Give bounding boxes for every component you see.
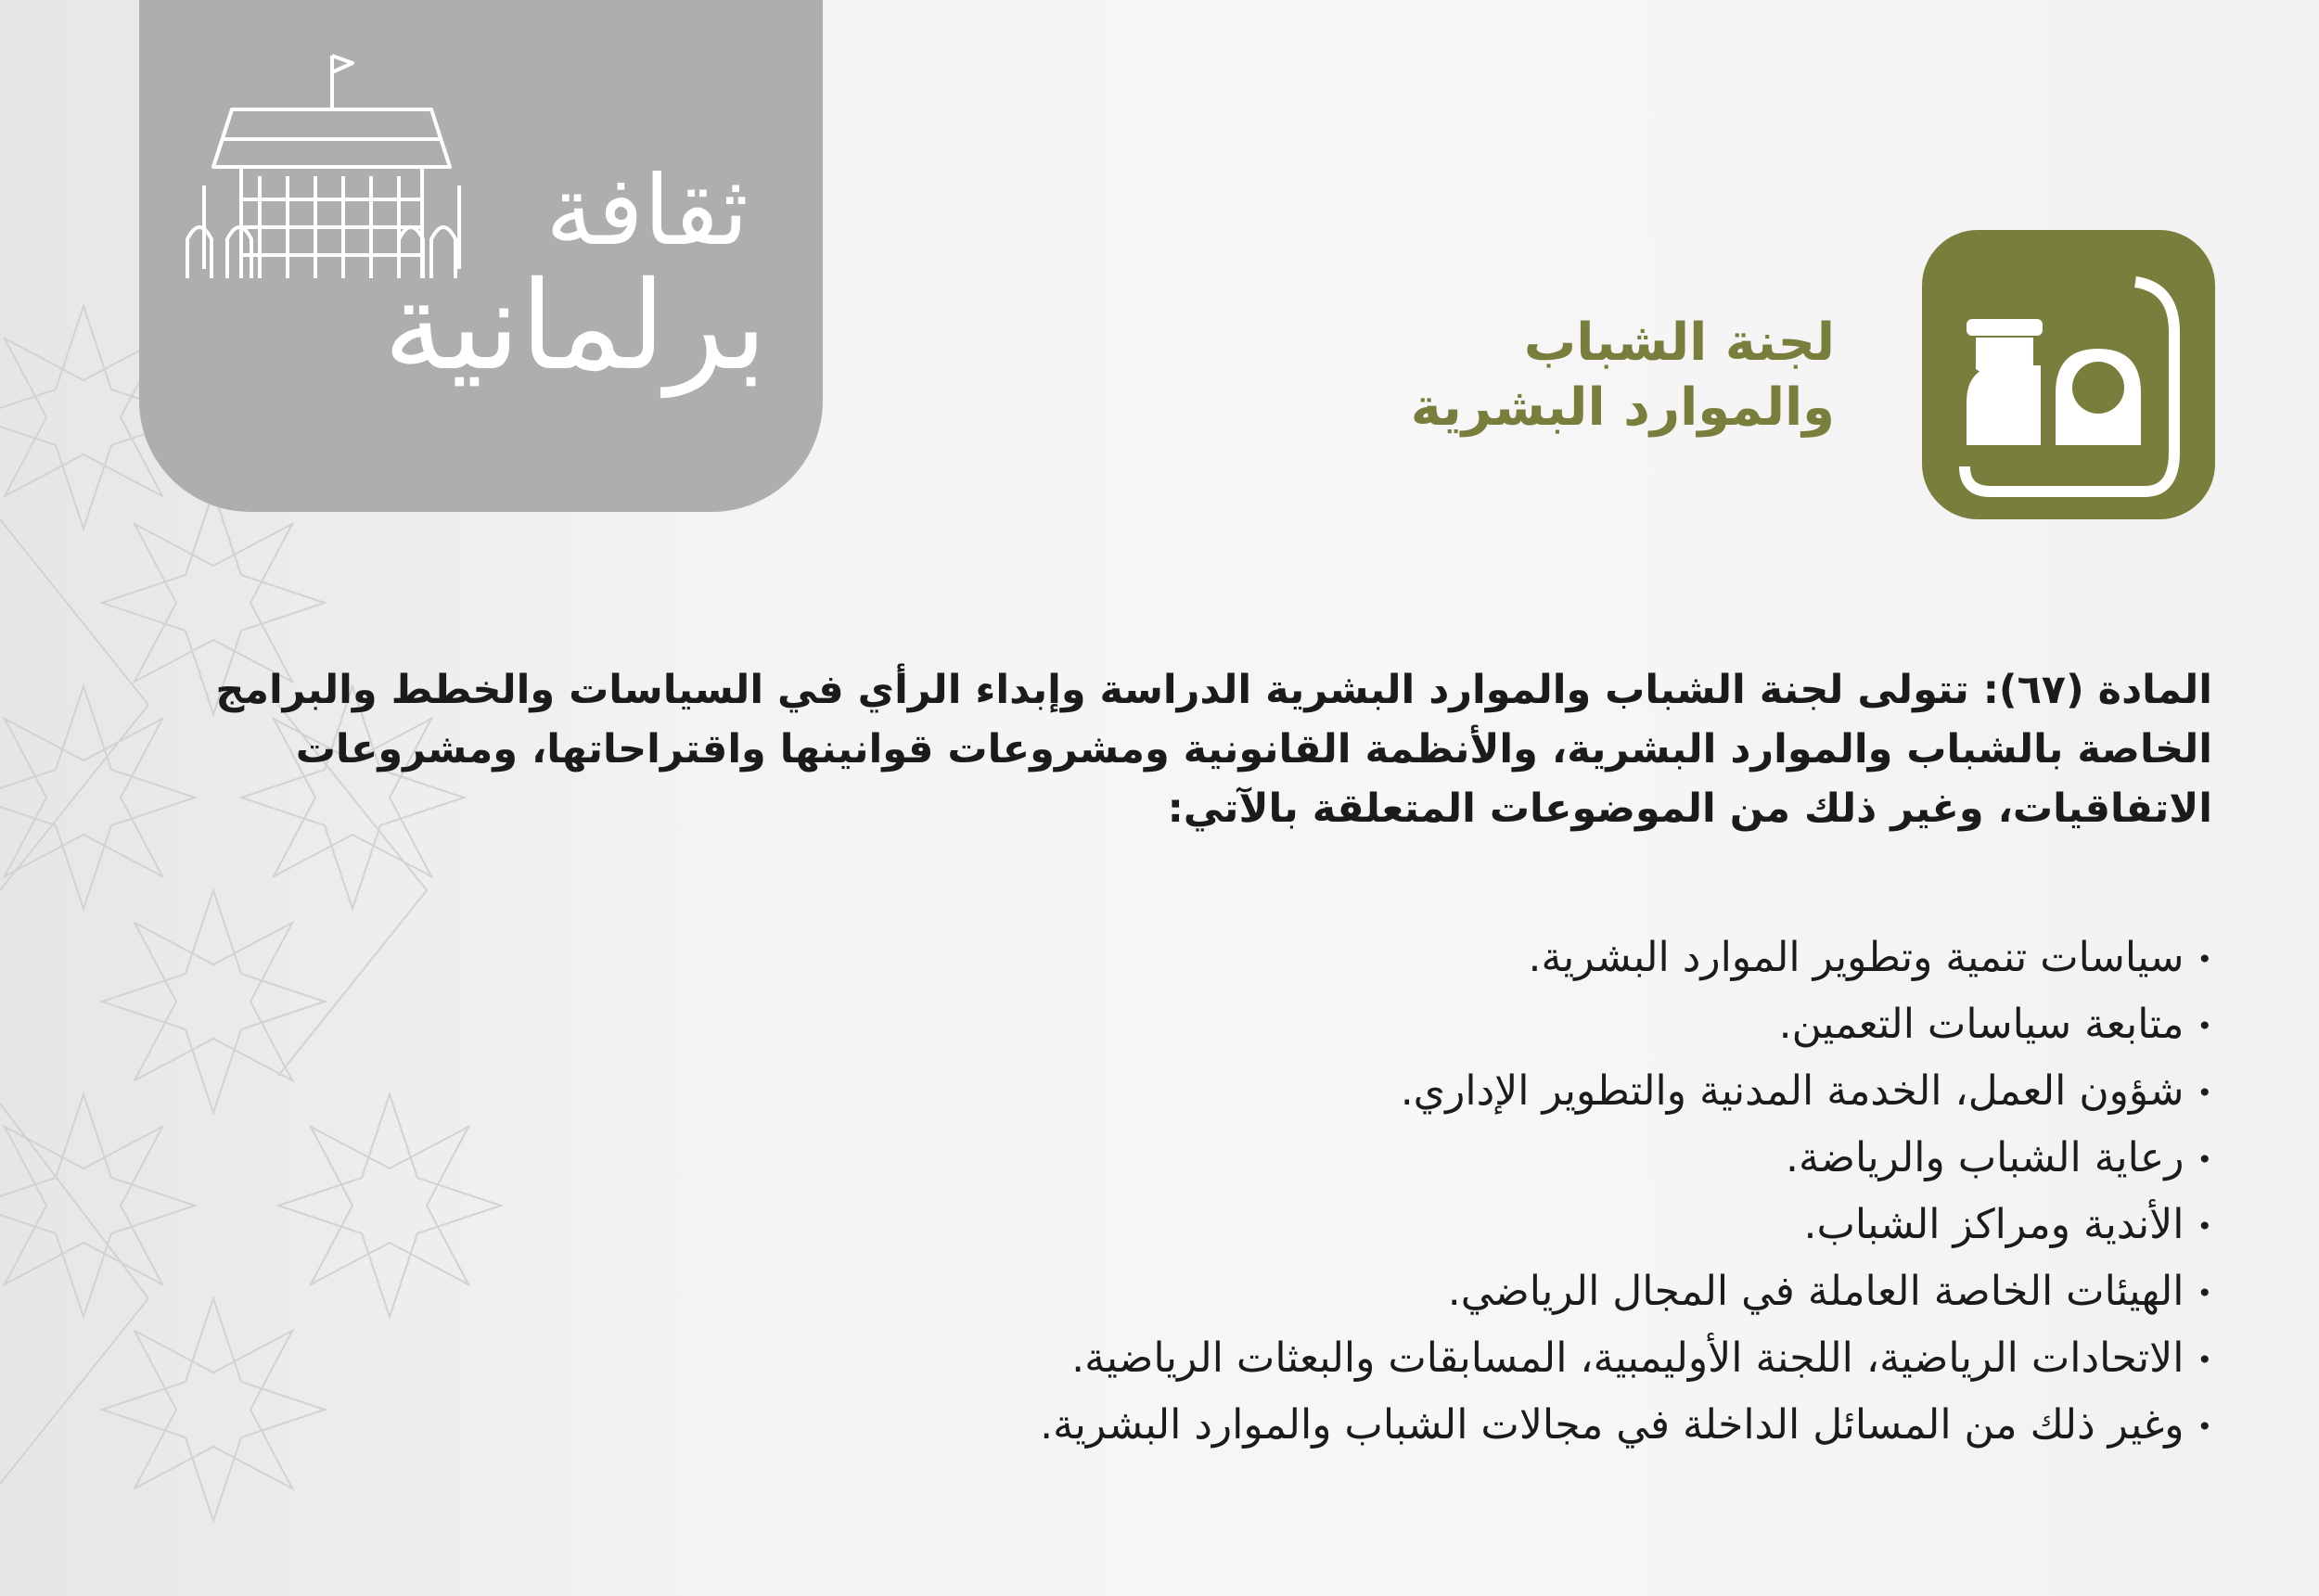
list-item [543, 1393, 2212, 1460]
list-item-text: الأندية ومراكز الشباب. [1803, 1201, 2184, 1248]
list-item [543, 1126, 2212, 1193]
article-paragraph: المادة (٦٧): تتولى لجنة الشباب والموارد البشرية الدراسة وإبداء الرأي في السياسات والخطط والبرامج الخاصة بالشباب والموارد البشرية، والأنظمة القانونية ومشروعات قوانينها واقتراحاتها، ومشروعات الاتفاقيات، وغير ذلك من الموضوعات المتعلقة بالآتي: [215, 667, 2212, 832]
committee-title-line-1: لجنة الشباب [1523, 313, 1835, 373]
list-item-text: رعاية الشباب والرياضة. [1786, 1134, 2184, 1181]
bullet-icon: • [2197, 1211, 2212, 1242]
brand-line-2: برلمانية [383, 255, 767, 398]
list-item-text: متابعة سياسات التعمين. [1778, 1001, 2184, 1048]
bullet-icon: • [2197, 1011, 2212, 1041]
list-item [543, 926, 2212, 992]
brand-wordmark [139, 0, 823, 512]
bullet-icon: • [2197, 1144, 2212, 1175]
list-item [543, 1326, 2212, 1393]
bullet-icon: • [2197, 1078, 2212, 1108]
bullet-icon: • [2197, 944, 2212, 975]
committee-title-line-2: والموارد البشرية [1410, 377, 1835, 438]
list-item-text: سياسات تنمية وتطوير الموارد البشرية. [1528, 934, 2184, 981]
list-item-text: شؤون العمل، الخدمة المدنية والتطوير الإداري. [1400, 1067, 2184, 1115]
people-icon [1922, 230, 2215, 519]
list-item-text: وغير ذلك من المسائل الداخلة في مجالات الشباب والموارد البشرية. [1040, 1401, 2184, 1449]
list-item-text: الاتحادات الرياضية، اللجنة الأوليمبية، المسابقات والبعثات الرياضية. [1071, 1334, 2184, 1382]
committee-title [1411, 311, 1835, 440]
list-item [543, 1259, 2212, 1326]
list-item-text: الهيئات الخاصة العاملة في المجال الرياضي. [1447, 1268, 2184, 1315]
brand-panel [139, 0, 823, 512]
bullet-icon: • [2197, 1278, 2212, 1309]
bullet-icon: • [2197, 1411, 2212, 1442]
list-item [543, 1193, 2212, 1259]
brand-line-1: ثقافة [545, 154, 749, 267]
responsibilities-list [543, 926, 2212, 1460]
bullet-icon: • [2197, 1345, 2212, 1375]
list-item [543, 1059, 2212, 1126]
list-item [543, 992, 2212, 1059]
